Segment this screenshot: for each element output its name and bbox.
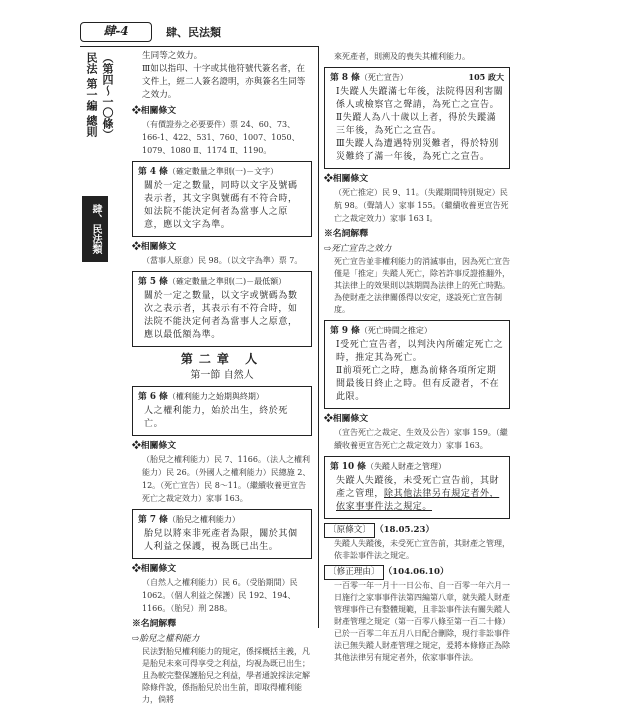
section-title: 第一節 自然人 <box>190 370 254 381</box>
related-articles-text: （當事人原意）民 98。（以文字為準）票 7。 <box>142 256 303 265</box>
article-9-paragraph-1: Ⅰ受死亡宣告者，以判決內所確定死亡之時，推定其為死亡。 <box>336 340 504 363</box>
article-10-box <box>324 456 510 519</box>
article-10-number: 第 10 條 <box>330 462 366 472</box>
related-articles-text: （自然人之權利能力）民 6。（受胎期間）民 1062。（個人利益之保護）民 192、194、1166。（胎兒）刑 288。 <box>142 578 298 613</box>
margin-thumb-tab: 肆、民法類 <box>82 196 108 262</box>
term-explanation-text: 民法對胎兒權利能力的規定，係採概括主義，凡是胎兒未來可得享受之利益，均視為既已出生；且為較完整保護胎兒之利益，學者通說採法定解除條件說，係指胎兒於出生前，即取得權利能力，倘將 <box>142 647 310 704</box>
amendment-reason-tag: 〔修正理由〕 <box>324 565 384 580</box>
article-10-text-amended: 除其他法律另有規定者外，依家事事件法之規定。 <box>336 489 500 512</box>
article-10-text-main: 失蹤人失蹤後，未受死亡宣告前，其財產之管理， <box>336 476 500 499</box>
article-4-heading <box>138 165 306 179</box>
article-7-heading <box>138 513 306 527</box>
article-6-box <box>132 386 312 436</box>
article-4-subtitle: （確定數量之準則(一)－文字） <box>167 167 279 176</box>
header-rule <box>80 46 318 47</box>
amendment-reason-date: （104.06.10） <box>383 567 449 577</box>
term-explanation-text: 死亡宣告並非權利能力的消滅事由，因為死亡宣告僅是「推定」失蹤人死亡，除若許事反證推翻外，其法律上的效果則以該期間為法律上的死亡時點。為使財產之法律關係得以安定，遂設死亡宣告制度。 <box>334 257 510 314</box>
chapter-title: 第二章 人 <box>180 352 264 366</box>
original-article-date: （18.05.23） <box>374 525 435 535</box>
article-7-text: 胎兒以將來非死產者為限，關於其個人利益之保護，視為既已出生。 <box>144 529 298 552</box>
related-articles-heading: ❖相關條文 <box>132 564 176 574</box>
related-articles-heading: ❖相關條文 <box>132 441 176 451</box>
related-articles-heading: ❖相關條文 <box>132 106 176 116</box>
article-10-text <box>330 475 504 514</box>
article-9-number: 第 9 條 <box>330 326 360 336</box>
original-article-tag: 〔原條文〕 <box>324 523 375 538</box>
article-9-box <box>324 320 510 409</box>
article-10-heading <box>330 460 504 474</box>
article-7-box <box>132 509 312 559</box>
article-6-number: 第 6 條 <box>138 392 168 402</box>
article-5-box <box>132 271 312 347</box>
article-7-subtitle: （胎兒之權利能力） <box>167 515 240 524</box>
related-articles-text: （死亡推定）民 9、11。（失蹤期間特別規定）民航 98。（聲請人）家事 155。（繼續收養更宣告死亡之裁定效力）家事 163 Ⅰ。 <box>334 188 509 223</box>
article-8-paragraph-3: Ⅲ失蹤人為遭遇特別災難者，得於特別災難終了滿一年後，為死亡之宣告。 <box>336 139 499 162</box>
article-10-subtitle: （失蹤人財產之管理） <box>365 462 446 471</box>
margin-label-range: （第四～一〇條） <box>101 52 114 140</box>
continued-text: 來死產者，則溯及的喪失其權利能力。 <box>334 52 470 61</box>
page-section-tab: 肆-4 <box>80 22 152 42</box>
amendment-reason-text: 一百零一年一月十一日公布、自一百零一年六月一日施行之家事事件法第四編第八章，就失蹤人財產管理事件已有整體規範，且非訟事件法有關失蹤人財產管理之規定（第一百零八條至第一百二十條）已於一百零二年五月八日配合刪除，現行非訟事件法已無失蹤人財產管理之規定，爰將本條修正為除其他法律另有規定者外，依家事事件法。 <box>334 581 510 662</box>
article-8-paragraph-1: Ⅰ失蹤人失蹤滿七年後，法院得因利害關係人或檢察官之聲請，為死亡之宣告。 <box>336 87 504 110</box>
article-8-box <box>324 67 510 169</box>
article-5-subtitle: （確定數量之準則(二)－最低額） <box>167 277 287 286</box>
related-articles-heading: ❖相關條文 <box>132 242 176 252</box>
amendment-reason-heading <box>324 565 510 580</box>
related-articles-text: （胎兒之權利能力）民 7、1166。（法人之權利能力）民 26。（外國人之權利能力）民總施 2、12。（死亡宣告）民 8～11。（繼續收養更宣告死亡之裁定效力）家事 163。 <box>142 455 311 503</box>
article-9-heading <box>330 324 504 338</box>
article-8-heading <box>330 71 504 85</box>
article-9-paragraph-2: Ⅱ前項死亡之時，應為前條各項所定期間最後日終止之時。但有反證者，不在此限。 <box>336 366 500 402</box>
intro-line-1: 生同等之效力。 <box>142 51 203 61</box>
article-7-number: 第 7 條 <box>138 515 168 525</box>
term-explanation-heading: ※名詞解釋 <box>132 619 176 629</box>
article-5-heading <box>138 275 306 289</box>
article-4-box <box>132 161 312 237</box>
article-6-subtitle: （權利能力之始期與終期） <box>167 392 264 401</box>
related-articles-heading: ❖相關條文 <box>324 414 368 424</box>
article-8-subtitle: （死亡宣告） <box>359 73 408 82</box>
article-5-number: 第 5 條 <box>138 277 168 287</box>
term-explanation-subtitle: ⇨胎兒之權利能力 <box>132 634 200 644</box>
left-column <box>132 50 312 706</box>
term-explanation-subtitle: ⇨死亡宣告之效力 <box>324 244 392 254</box>
intro-line-2: Ⅲ如以指印、十字或其他符號代簽名者，在文件上，經二人簽名證明，亦與簽名生同等之效力。 <box>142 64 306 100</box>
article-6-text: 人之權利能力，始於出生，終於死亡。 <box>144 406 289 429</box>
article-4-text: 關於一定之數量，同時以文字及號碼表示者，其文字與號碼有不符合時，如法院不能決定何者為當事人之原意，應以文字為準。 <box>144 181 298 230</box>
article-8-paragraph-2: Ⅱ失蹤人為八十歲以上者，得於失蹤滿三年後，為死亡之宣告。 <box>336 113 497 136</box>
original-article-text: 失蹤人失蹤後，未受死亡宣告前，其財產之管理，依非訟事件法之規定。 <box>334 539 510 560</box>
article-4-number: 第 4 條 <box>138 167 168 177</box>
column-divider <box>318 46 319 628</box>
term-explanation-heading: ※名詞解釋 <box>324 229 368 239</box>
article-9-subtitle: （死亡時間之推定） <box>359 326 432 335</box>
original-article-heading <box>324 523 510 538</box>
page-running-title: 肆、民法類 <box>166 26 221 39</box>
article-5-text: 關於一定之數量，以文字或號碼為數次之表示者，其表示有不符合時，如法院不能決定何者為當事人之原意，應以最低額為準。 <box>144 291 298 340</box>
article-8-number: 第 8 條 <box>330 73 360 83</box>
margin-label-part: 民法 第一編 總則 <box>85 52 98 137</box>
related-articles-text: （有價證券之必要要件）票 24、60、73、166-1、422、531、760、1007、1050、1079、1080 Ⅱ、1174 Ⅱ、1190。 <box>142 120 300 155</box>
related-articles-text: （宣告死亡之裁定、生效及公告）家事 159。（繼續收養更宣告死亡之裁定效力）家事 163。 <box>334 428 508 450</box>
right-column <box>324 50 510 664</box>
related-articles-heading: ❖相關條文 <box>324 174 368 184</box>
exam-reference: 105 政大 <box>468 72 504 82</box>
article-6-heading <box>138 390 306 404</box>
